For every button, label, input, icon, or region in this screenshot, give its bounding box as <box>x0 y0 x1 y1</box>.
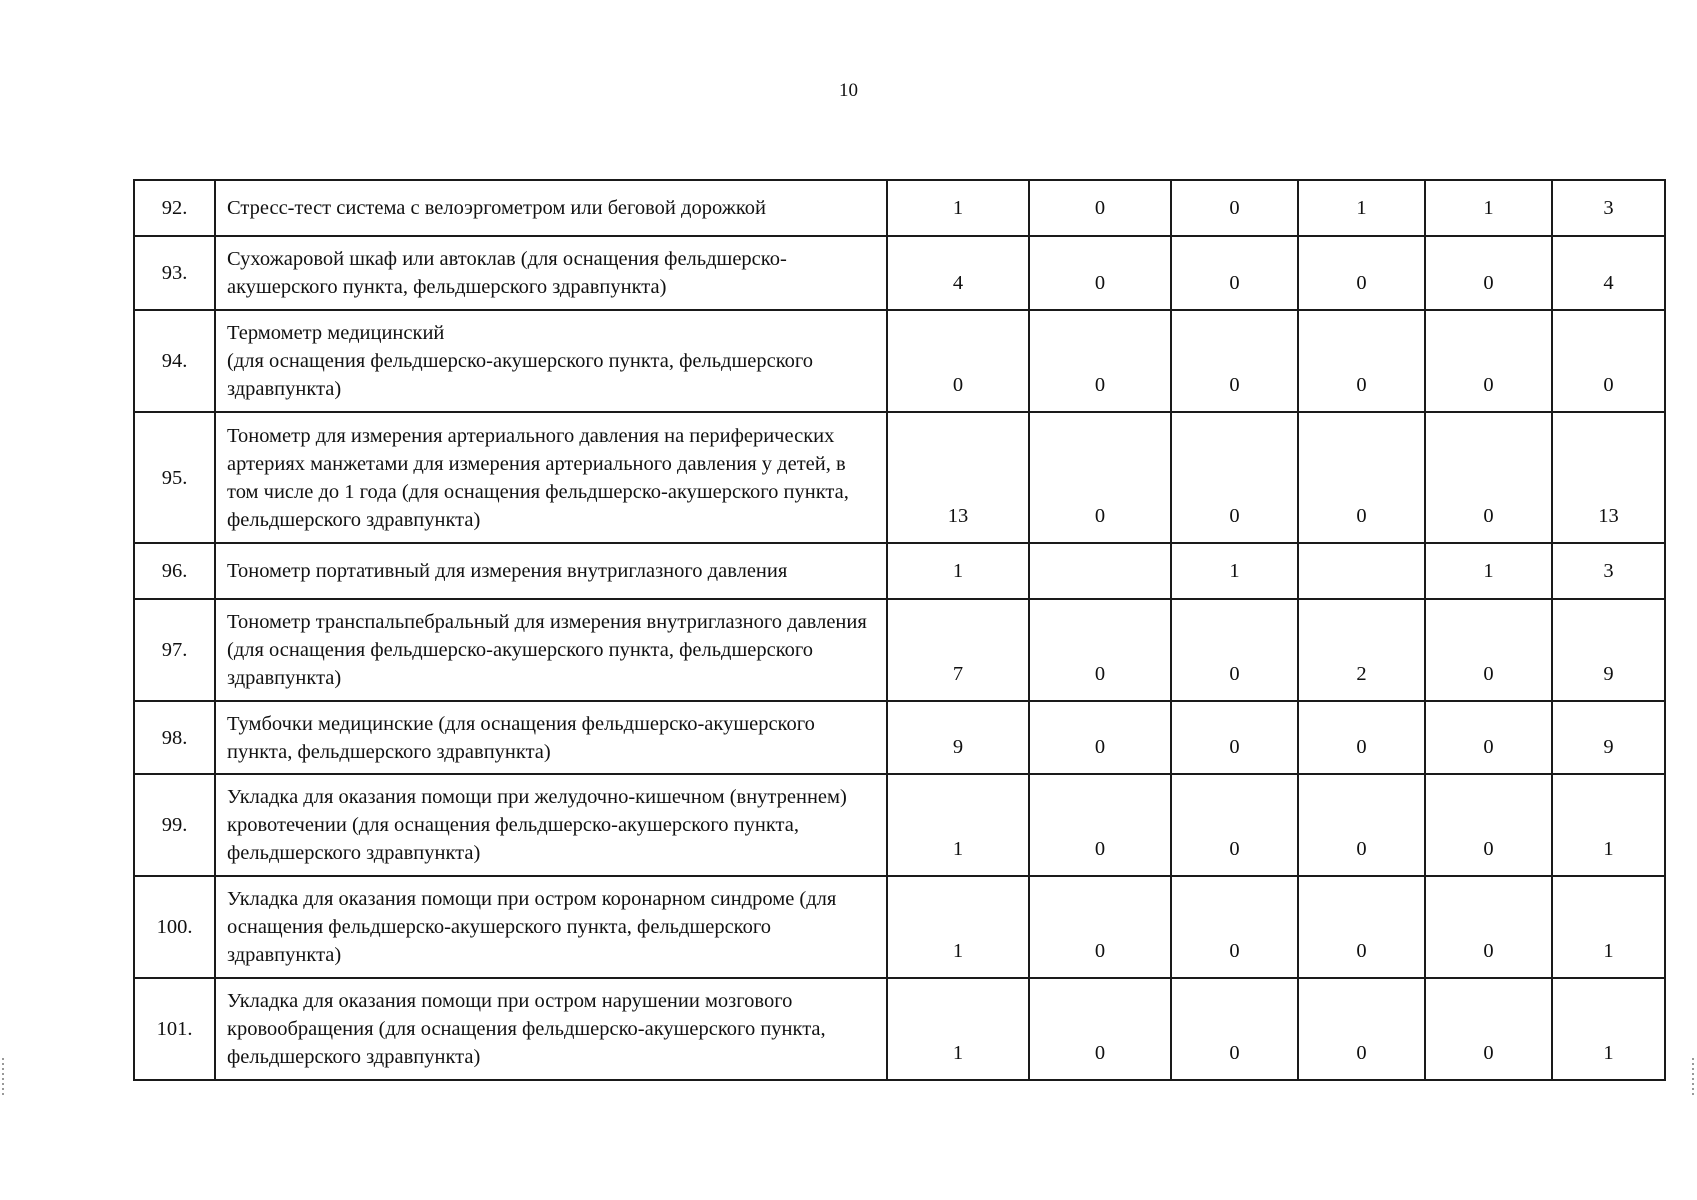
value-cell: 9 <box>1552 599 1665 701</box>
scan-edge-mark <box>2 1058 4 1098</box>
value-cell: 4 <box>887 236 1029 310</box>
equipment-name: Укладка для оказания помощи при желудочно-кишечном (внутреннем) кровотечении (для оснащения фельдшерско-акушерского пункта, фельдшерского здравпункта) <box>215 774 887 876</box>
equipment-table <box>133 179 1666 1081</box>
value-cell: 0 <box>1029 978 1171 1080</box>
value-cell: 0 <box>1425 412 1552 543</box>
value-cell: 1 <box>1552 978 1665 1080</box>
value-cell: 0 <box>1171 236 1298 310</box>
equipment-name: Сухожаровой шкаф или автоклав (для оснащения фельдшерско-акушерского пункта, фельдшерского здравпункта) <box>215 236 887 310</box>
value-cell: 3 <box>1552 180 1665 236</box>
value-cell: 0 <box>1171 412 1298 543</box>
row-number: 95. <box>134 412 215 543</box>
table-row <box>134 180 1665 236</box>
table-row <box>134 236 1665 310</box>
value-cell: 0 <box>1171 876 1298 978</box>
table-row <box>134 599 1665 701</box>
value-cell: 9 <box>887 701 1029 774</box>
row-number: 101. <box>134 978 215 1080</box>
value-cell: 0 <box>1298 701 1425 774</box>
row-number: 96. <box>134 543 215 599</box>
value-cell: 1 <box>887 543 1029 599</box>
value-cell: 1 <box>1552 876 1665 978</box>
value-cell: 0 <box>1171 978 1298 1080</box>
value-cell: 13 <box>887 412 1029 543</box>
equipment-name: Стресс-тест система с велоэргометром или беговой дорожкой <box>215 180 887 236</box>
value-cell: 0 <box>1029 599 1171 701</box>
value-cell: 0 <box>1171 701 1298 774</box>
value-cell: 7 <box>887 599 1029 701</box>
equipment-name: Тонометр транспальпебральный для измерения внутриглазного давления (для оснащения фельдшерско-акушерского пункта, фельдшерского здравпункта) <box>215 599 887 701</box>
value-cell: 0 <box>1029 876 1171 978</box>
value-cell: 1 <box>887 180 1029 236</box>
value-cell: 0 <box>1171 599 1298 701</box>
value-cell: 1 <box>887 978 1029 1080</box>
equipment-name: Укладка для оказания помощи при остром коронарном синдроме (для оснащения фельдшерско-акушерского пункта, фельдшерского здравпункта) <box>215 876 887 978</box>
value-cell: 1 <box>1171 543 1298 599</box>
equipment-name: Укладка для оказания помощи при остром нарушении мозгового кровообращения (для оснащения фельдшерско-акушерского пункта, фельдшерского здравпункта) <box>215 978 887 1080</box>
value-cell: 0 <box>1029 774 1171 876</box>
value-cell: 0 <box>1298 774 1425 876</box>
equipment-name: Тонометр для измерения артериального давления на периферических артериях манжетами для измерения артериального давления у детей, в том числе до 1 года (для оснащения фельдшерско-акушерского пункта, фельдшерского здравпункта) <box>215 412 887 543</box>
value-cell: 0 <box>1029 236 1171 310</box>
equipment-name-text: Термометр медицинский (для оснащения фельдшерско-акушерского пункта, фельдшерского здравпункта) <box>227 322 814 400</box>
value-cell: 0 <box>887 310 1029 412</box>
value-cell: 0 <box>1425 599 1552 701</box>
row-number: 92. <box>134 180 215 236</box>
value-cell: 0 <box>1171 180 1298 236</box>
value-cell: 3 <box>1552 543 1665 599</box>
value-cell: 0 <box>1029 180 1171 236</box>
value-cell <box>1298 543 1425 599</box>
value-cell: 4 <box>1552 236 1665 310</box>
value-cell: 1 <box>1552 774 1665 876</box>
value-cell: 0 <box>1171 774 1298 876</box>
value-cell <box>1029 543 1171 599</box>
table-row <box>134 774 1665 876</box>
value-cell: 0 <box>1552 310 1665 412</box>
value-cell: 9 <box>1552 701 1665 774</box>
value-cell: 0 <box>1298 876 1425 978</box>
value-cell: 0 <box>1171 310 1298 412</box>
value-cell: 1 <box>887 774 1029 876</box>
value-cell: 0 <box>1029 701 1171 774</box>
value-cell: 13 <box>1552 412 1665 543</box>
value-cell: 0 <box>1425 876 1552 978</box>
scan-edge-mark <box>1692 1058 1694 1098</box>
value-cell: 0 <box>1029 412 1171 543</box>
row-number: 94. <box>134 310 215 412</box>
equipment-name <box>215 310 887 412</box>
value-cell: 0 <box>1298 236 1425 310</box>
table-row <box>134 310 1665 412</box>
row-number: 98. <box>134 701 215 774</box>
value-cell: 0 <box>1029 310 1171 412</box>
value-cell: 0 <box>1298 412 1425 543</box>
row-number: 100. <box>134 876 215 978</box>
value-cell: 1 <box>887 876 1029 978</box>
page-number: 10 <box>839 80 858 101</box>
value-cell: 1 <box>1298 180 1425 236</box>
value-cell: 0 <box>1425 701 1552 774</box>
value-cell: 1 <box>1425 180 1552 236</box>
value-cell: 0 <box>1298 310 1425 412</box>
value-cell: 0 <box>1425 310 1552 412</box>
equipment-name: Тумбочки медицинские (для оснащения фельдшерско-акушерского пункта, фельдшерского здравпункта) <box>215 701 887 774</box>
value-cell: 0 <box>1425 978 1552 1080</box>
table-row <box>134 876 1665 978</box>
table-row <box>134 412 1665 543</box>
value-cell: 0 <box>1425 774 1552 876</box>
table-row <box>134 543 1665 599</box>
value-cell: 2 <box>1298 599 1425 701</box>
value-cell: 0 <box>1425 236 1552 310</box>
value-cell: 1 <box>1425 543 1552 599</box>
row-number: 99. <box>134 774 215 876</box>
row-number: 97. <box>134 599 215 701</box>
row-number: 93. <box>134 236 215 310</box>
equipment-name: Тонометр портативный для измерения внутриглазного давления <box>215 543 887 599</box>
table-row <box>134 978 1665 1080</box>
value-cell: 0 <box>1298 978 1425 1080</box>
table-row <box>134 701 1665 774</box>
